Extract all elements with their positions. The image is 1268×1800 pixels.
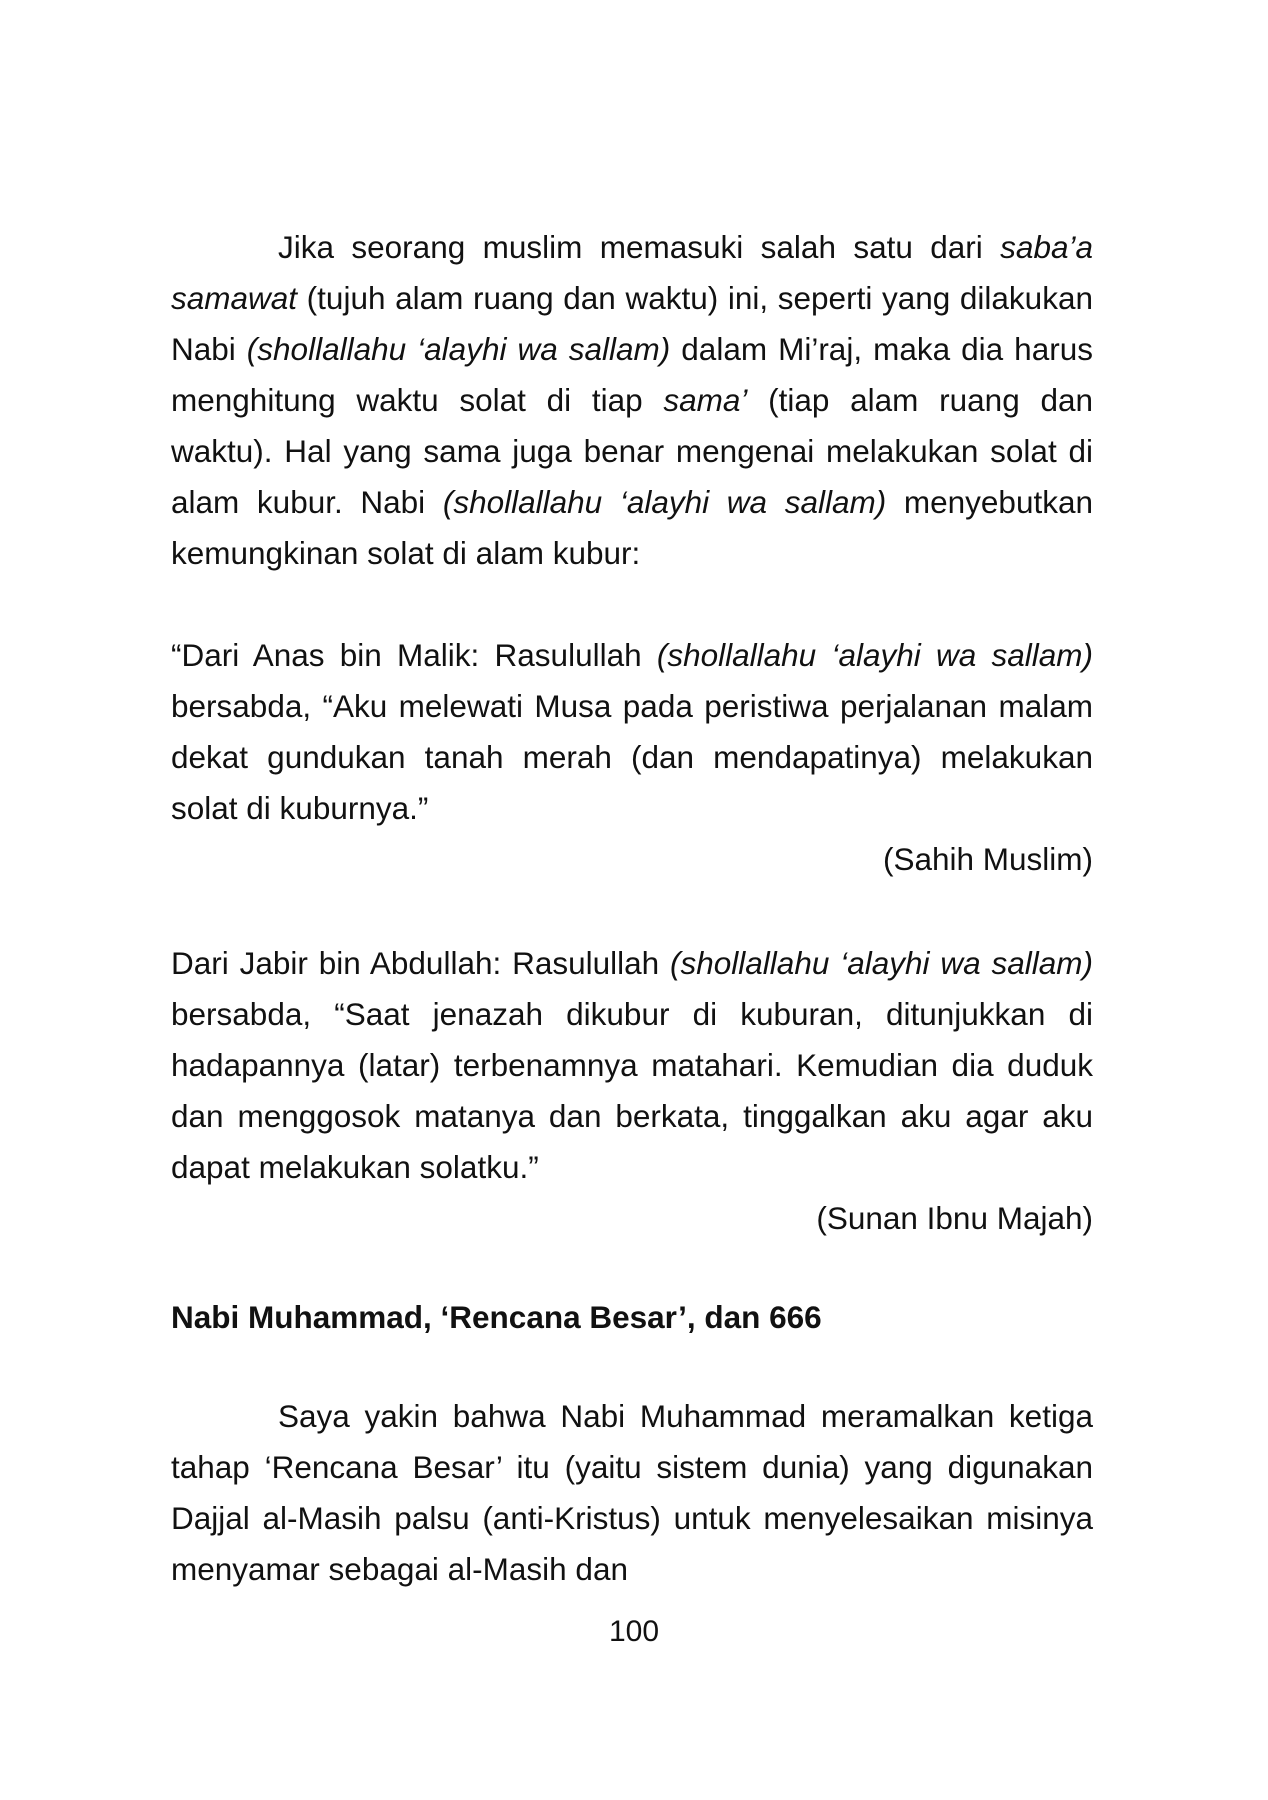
- italic-honorific: (shollallahu ‘alayhi wa sallam): [442, 484, 887, 520]
- spacer: [171, 885, 1093, 938]
- spacer: [171, 1244, 1093, 1292]
- hadith-source: (Sahih Muslim): [882, 841, 1093, 877]
- italic-honorific: (shollallahu ‘alayhi wa sallam): [246, 331, 671, 367]
- text-run: dalam Mi’raj, maka dia harus menghitung waktu solat di tiap: [171, 331, 1093, 418]
- text-run: bersabda, “Aku melewati Musa pada peristiwa perjalanan malam dekat gundukan tanah merah (dan mendapatinya) melakukan solat di kuburnya.”: [171, 688, 1093, 826]
- text-run: “Dari Anas bin Malik: Rasulullah: [171, 637, 657, 673]
- italic-honorific: (shollallahu ‘alayhi wa sallam): [656, 637, 1093, 673]
- hadith-quote: [171, 630, 1093, 834]
- italic-term: saba’a samawat: [171, 229, 1093, 316]
- page-number: 100: [608, 1615, 660, 1648]
- hadith-source: (Sunan Ibnu Majah): [816, 1200, 1093, 1236]
- page-content: [171, 222, 1093, 1595]
- hadith-quote: [171, 938, 1093, 1193]
- body-paragraph: [171, 1391, 1093, 1595]
- spacer: [171, 579, 1093, 630]
- text-run: Jika seorang muslim memasuki salah satu dari: [278, 229, 1001, 265]
- section-heading: Nabi Muhammad, ‘Rencana Besar’, dan 666: [171, 1299, 822, 1335]
- text-run: Saya yakin bahwa Nabi Muhammad meramalkan ketiga tahap ‘Rencana Besar’ itu (yaitu sistem dunia) yang digunakan Dajjal al-Masih palsu (anti-Kristus) untuk menyelesaikan misinya menyamar sebagai al-Masih dan: [171, 1398, 1093, 1587]
- text-run: (tujuh alam ruang dan waktu) ini, seperti yang dilakukan Nabi: [171, 280, 1093, 367]
- italic-honorific: (shollallahu ‘alayhi wa sallam): [670, 945, 1093, 981]
- body-paragraph: [171, 222, 1093, 579]
- text-run: (tiap alam ruang dan waktu). Hal yang sama juga benar mengenai melakukan solat di alam kubur. Nabi: [171, 382, 1093, 520]
- text-run: Dari Jabir bin Abdullah: Rasulullah: [171, 945, 671, 981]
- italic-term: sama’: [663, 382, 748, 418]
- text-run: menyebutkan kemungkinan solat di alam kubur:: [171, 484, 1094, 571]
- text-run: bersabda, “Saat jenazah dikubur di kuburan, ditunjukkan di hadapannya (latar) terbenamnya matahari. Kemudian dia duduk dan menggosok matanya dan berkata, tinggalkan aku agar aku dapat melakukan solatku.”: [171, 996, 1093, 1185]
- spacer: [171, 1343, 1093, 1391]
